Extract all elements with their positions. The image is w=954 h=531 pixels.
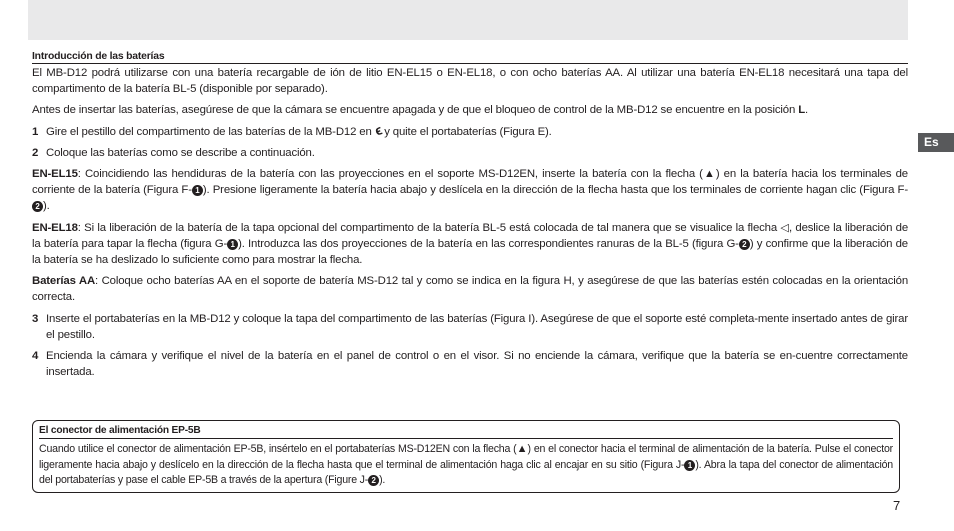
circled-two-icon: 2	[368, 475, 379, 486]
step-1: 1 Gire el pestillo del compartimento de las baterías de la MB-D12 en ϵ y quite el portabaterías (Figura E).	[32, 120, 552, 139]
step-3: 3 Inserte el portabaterías en la MB-D12 y coloque la tapa del compartimento de las baterías (Figura I). Asegúrese de que el soporte esté completa-mente insertado antes de girar el pestillo.	[32, 311, 908, 343]
note-title: El conector de alimentación EP-5B	[39, 424, 893, 439]
step-number: 2	[32, 146, 39, 159]
circled-one-icon: 1	[227, 239, 238, 250]
step-number: 3	[32, 312, 39, 325]
language-tab: Es	[918, 133, 954, 152]
left-arrow-icon: ◁	[780, 221, 790, 234]
lock-position: L	[798, 104, 806, 117]
up-arrow-icon: ▲	[516, 443, 528, 455]
step-number: 4	[32, 350, 39, 363]
intro-paragraph-2: Antes de insertar las baterías, asegúrese de que la cámara se encuentre apagada y de que el bloqueo de control de la MB-D12 se encuentre en la posición L.	[32, 104, 809, 117]
main-content	[32, 65, 908, 385]
aa-instructions: Baterías AA: Coloque ocho baterías AA en el soporte de batería MS-D12 tal y como se indica en la figura H, y asegúrese de que las baterías estén colocadas en la orientación correcta.	[32, 275, 908, 304]
up-arrow-icon: ▲	[702, 168, 716, 181]
header-band	[28, 0, 908, 40]
section-title: Introducción de las baterías	[32, 50, 908, 64]
note-box	[32, 420, 900, 493]
intro-paragraph-1: El MB-D12 podrá utilizarse con una batería recargable de ión de litio EN-EL15 o EN-EL18, o con ocho baterías AA. Al utilizar una batería EN-EL18 necesitará una tapa del compartimento de la batería BL-5 (disponible por separado).	[32, 67, 908, 96]
note-text: Cuando utilice el conector de alimentación EP-5B, insértelo en el portabaterías MS-D12EN con la flecha (▲) en el conector hacia el terminal de alimentación de la batería. Pulse el conector ligeramente hacia abajo y deslícelo en la dirección de la flecha hasta que el terminal de alimentación haga clic al encajar en su sitio (Figura J- 1 ). Abra la tapa del conector de alimentación del portabaterías y pase el cable EP-5B a través de la apertura (Figure J- 2 ).	[39, 443, 893, 487]
en-el18-instructions: EN-EL18: Si la liberación de la batería de la tapa opcional del compartimento de la batería BL-5 está colocada de tal manera que se visualice la flecha ◁, deslice la liberación de la batería para tapar la flecha (figura G- 1 ). Introduzca las dos proyecciones de la batería en las correspondientes ranuras de la BL-5 (figura G- 2 ) y confirme que la liberación de la batería se ha deslizado lo suficiente como para mostrar la flecha.	[32, 221, 909, 267]
latch-icon: ϵ	[372, 120, 384, 139]
circled-one-icon: 1	[684, 460, 695, 471]
circled-one-icon: 1	[192, 185, 203, 196]
en-el15-instructions: EN-EL15: Coincidiendo las hendiduras de la batería con las proyecciones en el soporte MS-D12EN, inserte la batería con la flecha (▲) en la batería hacia los terminales de corriente de la batería (Figura F- 1 ). Presione ligeramente la batería hacia abajo y deslícela en la dirección de la flecha hasta que los terminales de corriente hagan clic (Figura F-2 ).	[32, 168, 908, 213]
step-number: 1	[32, 125, 39, 138]
page-number: 7	[893, 498, 901, 513]
step-4: 4 Encienda la cámara y verifique el nivel de la batería en el panel de control o en el visor. Si no enciende la cámara, verifique que la batería se en-cuentre correctamente insertada.	[32, 348, 908, 380]
step-2: 2 Coloque las baterías como se describe a continuación.	[32, 145, 908, 161]
circled-two-icon: 2	[32, 201, 43, 212]
circled-two-icon: 2	[739, 239, 750, 250]
